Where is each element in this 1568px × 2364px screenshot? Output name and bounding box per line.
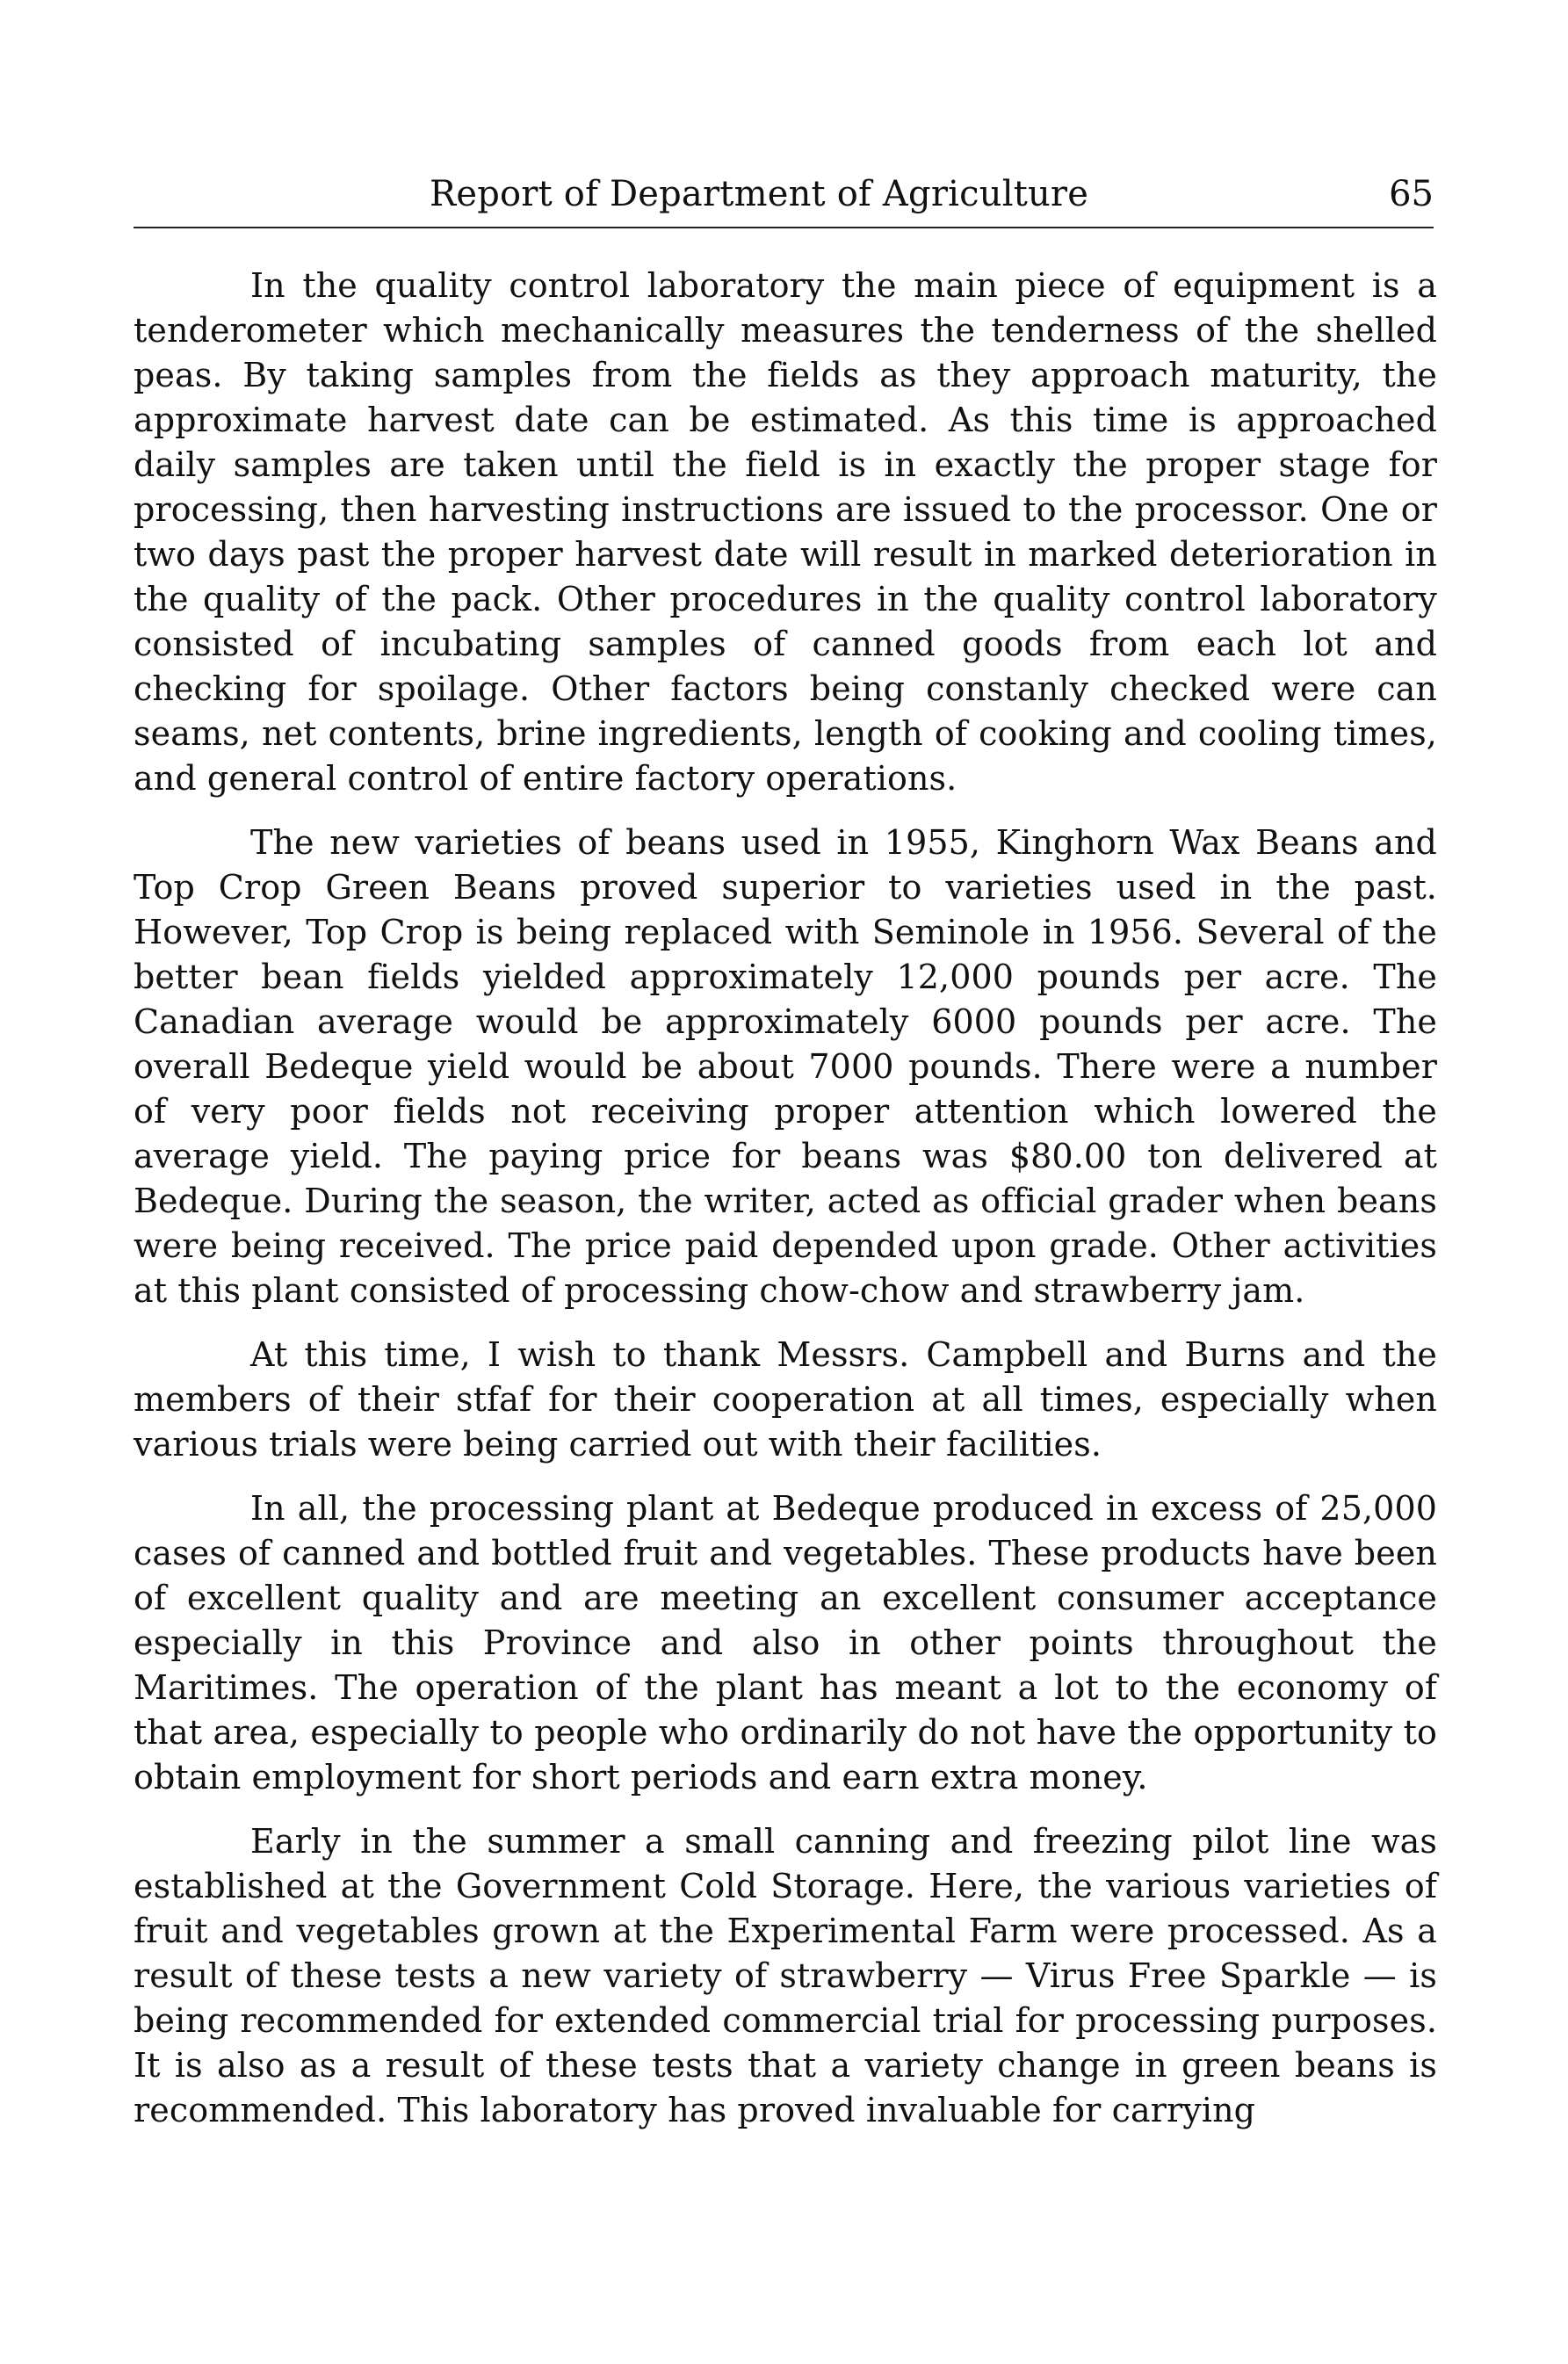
header-rule — [134, 227, 1434, 228]
paragraph-bean-varieties: The new varieties of beans used in 1955, Kinghorn Wax Beans and Top Crop Green Beans proved superior to varieties used in the past. However, Top Crop is being replaced with Seminole in 1956. Several of the better bean fields yielded approximately 12,000 pounds per acre. The Canadian average would be approximately 6000 pounds per acre. The overall Bedeque yield would be about 7000 pounds. There were a number of very poor fields not receiving proper attention which lowered the average yield. The paying price for beans was $80.00 ton delivered at Bedeque. During the season, the writer, acted as official grader when beans were being received. The price paid depended upon grade. Other activities at this plant consisted of processing chow-chow and strawberry jam. — [134, 823, 1437, 1310]
page-number: 65 — [1389, 174, 1434, 214]
paragraph-pilot-line: Early in the summer a small canning and freezing pilot line was established at the Government Cold Storage. Here, the various varieties of fruit and vegetables grown at the Experimental Farm were processed. As a result of these tests a new variety of strawberry — Virus Free Sparkle — is being recommended for extended commercial trial for processing purposes. It is also as a result of these tests that a variety change in green beans is recommended. This laboratory has proved invaluable for carrying — [134, 1822, 1437, 2129]
paragraph-bedeque-production: In all, the processing plant at Bedeque produced in excess of 25,000 cases of canned and bottled fruit and vegetables. These products have been of excellent quality and are meeting an excellent consumer acceptance especially in this Province and also in other points throughout the Maritimes. The operation of the plant has meant a lot to the economy of that area, especially to people who ordinarily do not have the opportunity to obtain employment for short periods and earn extra money. — [134, 1489, 1437, 1796]
page-header — [134, 172, 1434, 221]
body-text — [134, 264, 1437, 2152]
paragraph-quality-control: In the quality control laboratory the main piece of equipment is a tenderometer which mechanically measures the tenderness of the shelled peas. By taking samples from the fields as they approach maturity, the approximate harvest date can be estimated. As this time is approached daily samples are taken until the field is in exactly the proper stage for processing, then harvesting instructions are issued to the processor. One or two days past the proper harvest date will result in marked deterioration in the quality of the pack. Other procedures in the quality control laboratory consisted of incubating samples of canned goods from each lot and checking for spoilage. Other factors being constanly checked were can seams, net contents, brine ingredients, length of cooking and cooling times, and general control of entire factory operations. — [134, 266, 1437, 798]
running-title: Report of Department of Agriculture — [430, 174, 1089, 214]
paragraph-acknowledgement: At this time, I wish to thank Messrs. Campbell and Burns and the members of their stfaf for their cooperation at all times, especially when various trials were being carried out with their facilities. — [134, 1335, 1437, 1464]
